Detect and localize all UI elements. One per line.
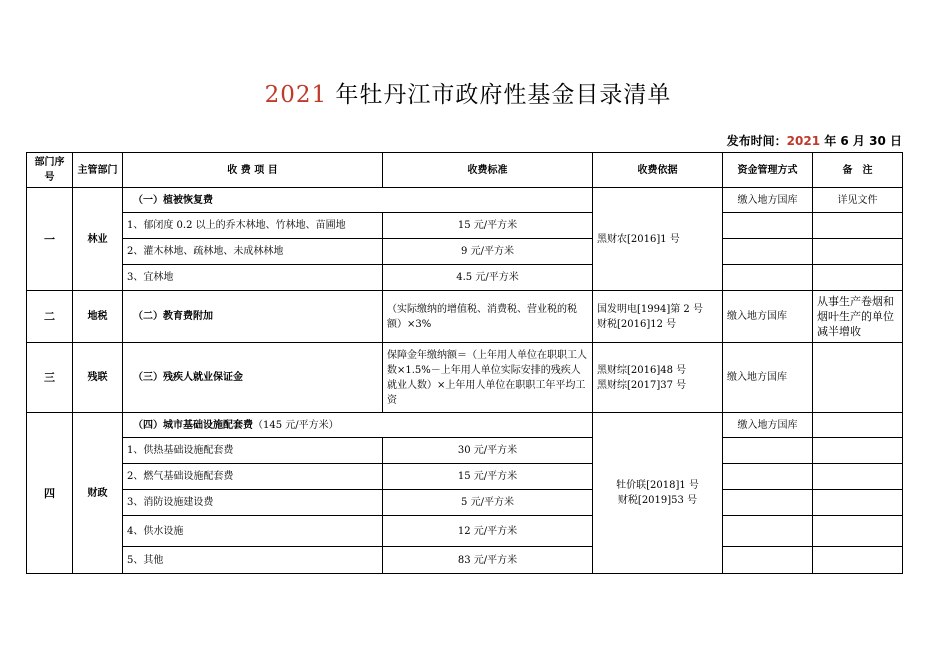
empty-cell	[813, 239, 903, 265]
item-name: 2、燃气基础设施配套费	[123, 464, 383, 490]
item-name: 4、供水设施	[123, 516, 383, 547]
group-name-suffix: （145 元/平方米）	[253, 419, 339, 431]
group-dept: 财政	[73, 413, 123, 574]
empty-cell	[813, 490, 903, 516]
group-standard: （实际缴纳的增值税、消费税、营业税的税额）×3%	[383, 291, 593, 343]
empty-cell	[723, 490, 813, 516]
header-seq: 部门序号	[27, 153, 73, 188]
empty-cell	[813, 464, 903, 490]
group-dept: 林业	[73, 188, 123, 291]
table-row	[27, 464, 903, 490]
empty-cell	[813, 265, 903, 291]
group-seq: 一	[27, 188, 73, 291]
table-row	[27, 490, 903, 516]
item-name: 1、供热基础设施配套费	[123, 438, 383, 464]
title-year: 2021	[264, 82, 328, 108]
item-name: 3、消防设施建设费	[123, 490, 383, 516]
group-mgmt: 缴入地方国库	[723, 413, 813, 438]
group-mgmt: 缴入地方国库	[723, 188, 813, 213]
group-name-cell	[123, 413, 593, 438]
group-name: （四）城市基础设施配套费	[133, 419, 253, 431]
item-standard: 83 元/平方米	[383, 547, 593, 574]
item-standard: 12 元/平方米	[383, 516, 593, 547]
group-basis: 黑财农[2016]1 号	[593, 188, 723, 291]
table-row	[27, 438, 903, 464]
empty-cell	[723, 464, 813, 490]
item-standard: 5 元/平方米	[383, 490, 593, 516]
group-dept: 残联	[73, 343, 123, 413]
item-standard: 15 元/平方米	[383, 213, 593, 239]
empty-cell	[813, 213, 903, 239]
table-row	[27, 413, 903, 438]
title-text: 年牡丹江市政府性基金目录清单	[327, 82, 672, 108]
table-row	[27, 291, 903, 343]
group-dept: 地税	[73, 291, 123, 343]
basis-line: 牡价联[2018]1 号	[616, 480, 699, 491]
empty-cell	[723, 239, 813, 265]
item-standard: 4.5 元/平方米	[383, 265, 593, 291]
group-seq: 二	[27, 291, 73, 343]
group-name: （二）教育费附加	[123, 291, 383, 343]
table-row	[27, 343, 903, 413]
group-seq: 三	[27, 343, 73, 413]
group-remark	[813, 413, 903, 438]
document-title	[0, 76, 936, 109]
group-remark: 从事生产卷烟和烟叶生产的单位减半增收	[813, 291, 903, 343]
publish-rest: 年 6 月 30 日	[820, 134, 902, 148]
group-basis	[593, 291, 723, 343]
item-standard: 9 元/平方米	[383, 239, 593, 265]
item-standard: 15 元/平方米	[383, 464, 593, 490]
item-name: 3、宜林地	[123, 265, 383, 291]
publish-year: 2021	[786, 134, 821, 148]
fund-table	[26, 152, 903, 574]
table-row	[27, 265, 903, 291]
table-row	[27, 188, 903, 213]
header-dept: 主管部门	[73, 153, 123, 188]
empty-cell	[723, 547, 813, 574]
empty-cell	[723, 213, 813, 239]
table-row	[27, 516, 903, 547]
empty-cell	[723, 265, 813, 291]
empty-cell	[813, 547, 903, 574]
header-basis: 收费依据	[593, 153, 723, 188]
publish-date	[727, 132, 902, 149]
empty-cell	[723, 438, 813, 464]
group-name: （一）植被恢复费	[123, 188, 593, 213]
basis-line: 财税[2019]53 号	[617, 495, 698, 506]
header-row	[27, 153, 903, 188]
basis-line: 财税[2016]12 号	[597, 318, 677, 330]
header-mgmt: 资金管理方式	[723, 153, 813, 188]
item-name: 2、灌木林地、疏林地、未成林林地	[123, 239, 383, 265]
header-standard: 收费标准	[383, 153, 593, 188]
group-standard: 保障金年缴纳额＝（上年用人单位在职职工人数×1.5%－上年用人单位实际安排的残疾人就业人数）×上年用人单位在职职工年平均工资	[383, 343, 593, 413]
basis-line: 黑财综[2016]48 号	[597, 364, 687, 376]
group-basis	[593, 343, 723, 413]
empty-cell	[813, 438, 903, 464]
publish-label: 发布时间：	[726, 134, 787, 148]
header-remark: 备 注	[813, 153, 903, 188]
basis-line: 黑财综[2017]37 号	[597, 379, 687, 391]
group-mgmt: 缴入地方国库	[723, 291, 813, 343]
table-row	[27, 213, 903, 239]
item-name: 1、郁闭度 0.2 以上的乔木林地、竹林地、苗圃地	[123, 213, 383, 239]
group-mgmt: 缴入地方国库	[723, 343, 813, 413]
item-standard: 30 元/平方米	[383, 438, 593, 464]
group-seq: 四	[27, 413, 73, 574]
basis-line: 国发明电[1994]第 2 号	[597, 303, 703, 315]
item-name: 5、其他	[123, 547, 383, 574]
header-item: 收 费 项 目	[123, 153, 383, 188]
table-row	[27, 239, 903, 265]
group-name: （三）残疾人就业保证金	[123, 343, 383, 413]
group-remark	[813, 343, 903, 413]
empty-cell	[813, 516, 903, 547]
group-remark: 详见文件	[813, 188, 903, 213]
empty-cell	[723, 516, 813, 547]
group-basis	[593, 413, 723, 574]
table-row	[27, 547, 903, 574]
